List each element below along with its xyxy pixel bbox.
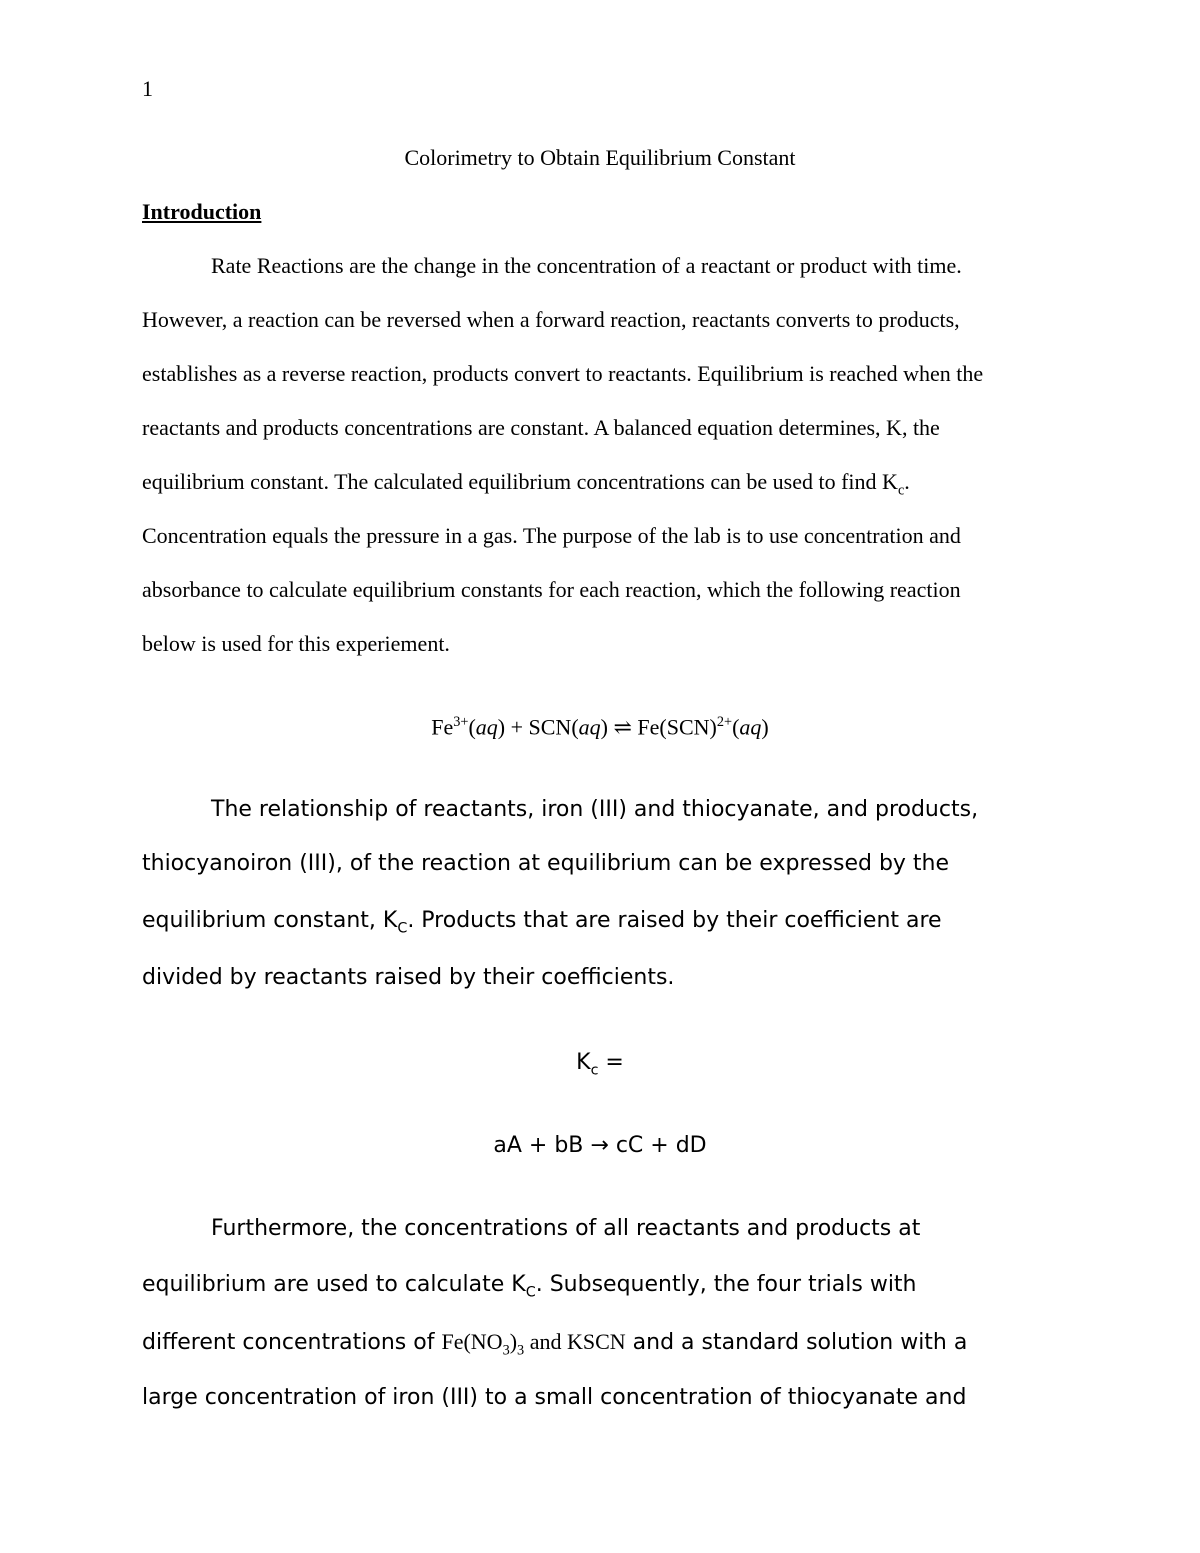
kc-equation bbox=[0, 1050, 1200, 1078]
relationship-line-3-a: equilibrium constant, K bbox=[142, 908, 398, 933]
furthermore-line-3-b: and a standard solution with a bbox=[625, 1330, 968, 1355]
kc-equation-subscript: c bbox=[590, 1062, 599, 1079]
intro-line-3: establishes as a reverse reaction, products convert to reactants. Equilibrium is reached when the bbox=[142, 361, 984, 386]
reaction-aq-2: aq bbox=[578, 714, 601, 740]
furthermore-line-2-a: equilibrium are used to calculate K bbox=[142, 1272, 526, 1297]
reaction-scn: + SCN bbox=[505, 714, 572, 740]
kc-equals: = bbox=[598, 1050, 624, 1075]
intro-line-5-tail: . bbox=[904, 469, 910, 494]
reaction-product-charge: 2+ bbox=[716, 714, 733, 730]
reaction-arrow-product: ⇌ Fe(SCN) bbox=[607, 714, 717, 740]
intro-line-1: Rate Reactions are the change in the concentration of a reactant or product with time. bbox=[211, 253, 962, 278]
formula-sub-2: 3 bbox=[517, 1342, 525, 1359]
furthermore-line-1: Furthermore, the concentrations of all reactants and products at bbox=[211, 1216, 921, 1241]
intro-line-7: absorbance to calculate equilibrium constants for each reaction, which the following reaction bbox=[142, 577, 961, 602]
reaction-equation: $Fe^{3+}(aq) + SCN(aq)$ ⇌ Fe(SCN)$^{2+}$(aq) bbox=[431, 714, 769, 740]
intro-line-4: reactants and products concentrations are constant. A balanced equation determines, K, the bbox=[142, 415, 940, 440]
page-title: Colorimetry to Obtain Equilibrium Constant bbox=[404, 145, 796, 170]
general-equation: aA + bB → cC + dD bbox=[493, 1133, 707, 1158]
furthermore-line-2-b: . Subsequently, the four trials with bbox=[535, 1272, 917, 1297]
relationship-line-4: divided by reactants raised by their coefficients. bbox=[142, 965, 675, 990]
intro-line-2: However, a reaction can be reversed when a forward reaction, reactants converts to products, bbox=[142, 307, 960, 332]
relationship-line-1: The relationship of reactants, iron (III) and thiocyanate, and products, bbox=[211, 797, 979, 822]
reaction-fe: Fe bbox=[431, 714, 454, 740]
intro-line-5 bbox=[142, 469, 910, 499]
page-number: 1 bbox=[142, 76, 153, 101]
kc-k: K bbox=[576, 1050, 591, 1075]
furthermore-line-3-a: different concentrations of bbox=[142, 1330, 442, 1355]
relationship-line-2: thiocyanoiron (III), of the reaction at equilibrium can be expressed by the bbox=[142, 851, 950, 876]
section-heading-introduction: Introduction bbox=[142, 199, 262, 224]
reaction-aq-3: aq bbox=[739, 714, 762, 740]
furthermore-line-4: large concentration of iron (III) to a small concentration of thiocyanate and bbox=[142, 1385, 967, 1410]
intro-line-8: below is used for this experiement. bbox=[142, 631, 450, 656]
kc-subscript: c bbox=[897, 482, 905, 499]
formula-and-kscn: and KSCN bbox=[524, 1329, 626, 1354]
formula-close-paren: ) bbox=[509, 1329, 518, 1354]
furthermore-line-2 bbox=[142, 1272, 917, 1300]
relationship-line-3-b: . Products that are raised by their coefficient are bbox=[407, 908, 942, 933]
furthermore-line-3 bbox=[142, 1329, 967, 1359]
intro-line-5-text: equilibrium constant. The calculated equilibrium concentrations can be used to find K bbox=[142, 469, 898, 494]
iron-nitrate-formula bbox=[441, 1329, 626, 1359]
furthermore-kc-subscript: C bbox=[525, 1284, 536, 1301]
relationship-line-3 bbox=[142, 908, 942, 936]
formula-sub-1: 3 bbox=[502, 1342, 510, 1359]
reaction-fe-charge: 3+ bbox=[453, 714, 469, 730]
reaction-aq-1: aq bbox=[475, 714, 498, 740]
formula-fe-no: Fe(NO bbox=[441, 1329, 503, 1354]
relationship-kc-subscript: C bbox=[397, 920, 408, 937]
intro-line-6: Concentration equals the pressure in a gas. The purpose of the lab is to use concentration and bbox=[142, 523, 961, 548]
